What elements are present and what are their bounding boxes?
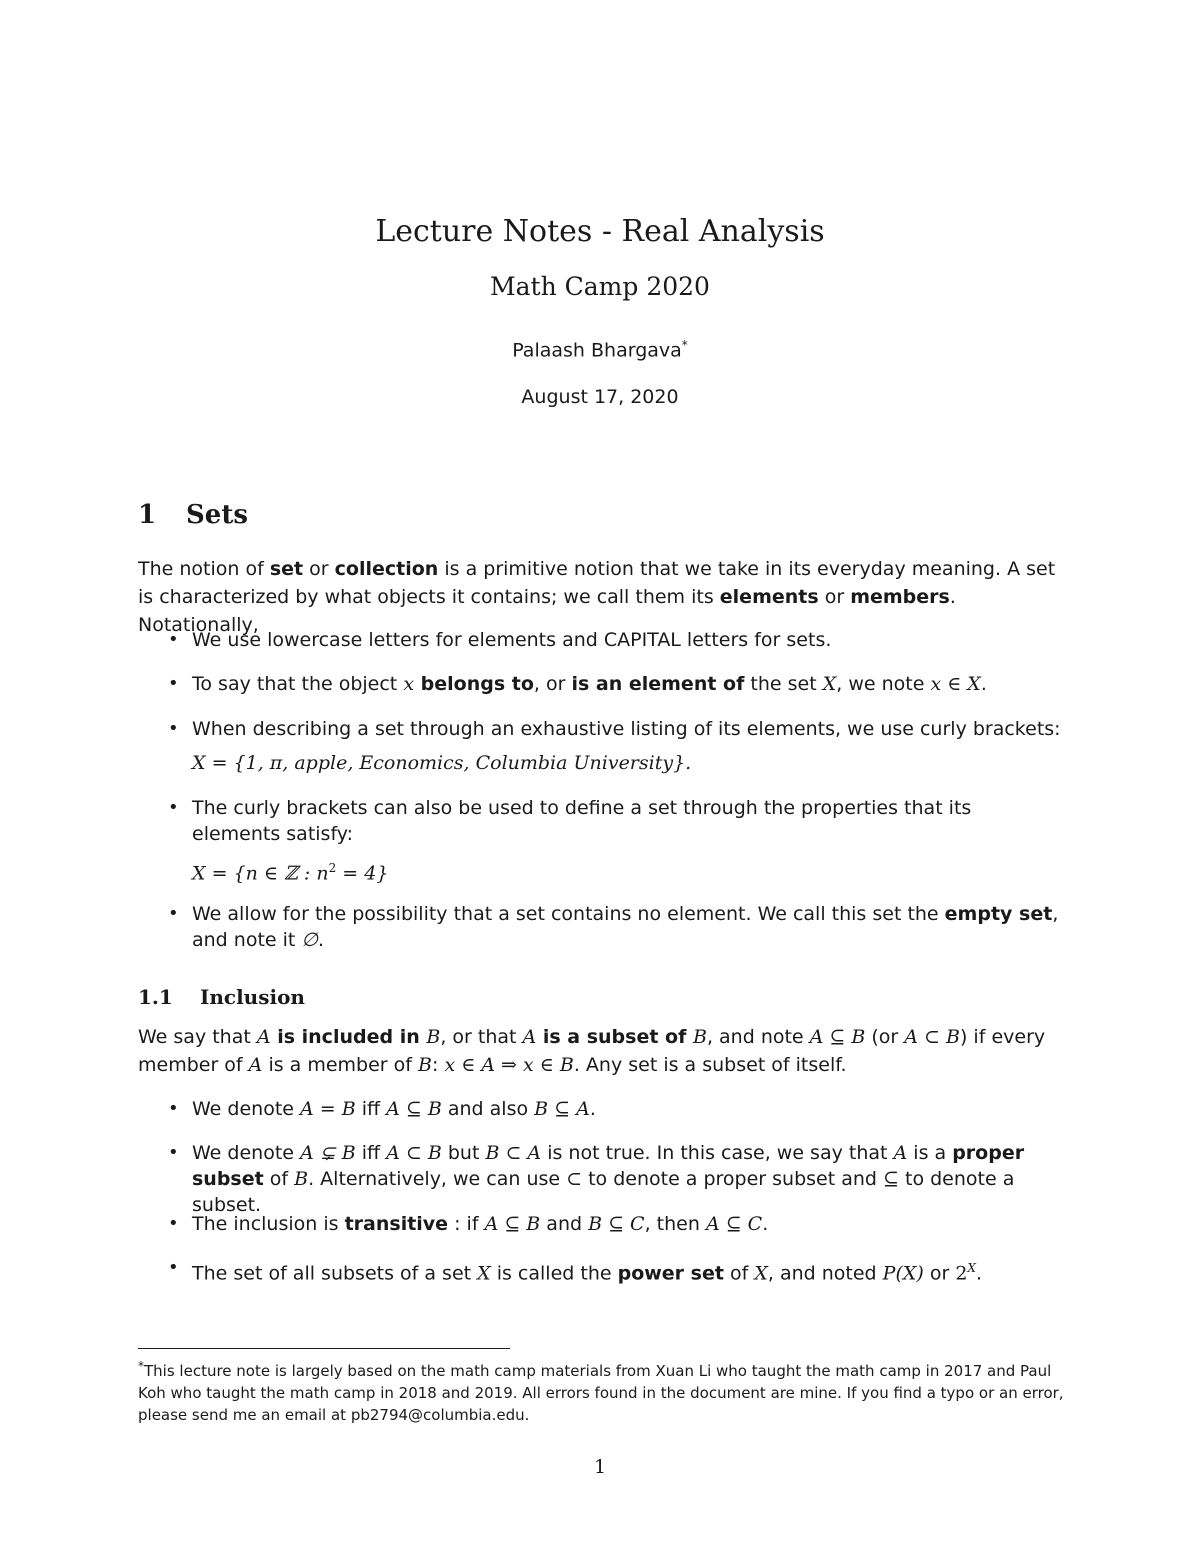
list-item — [168, 795, 1064, 886]
footnote-mark: * — [138, 1359, 144, 1373]
author-name: Palaash Bhargava — [512, 339, 682, 362]
term: elements — [719, 586, 819, 608]
math: A ⊂ B — [386, 1142, 442, 1164]
math: A — [522, 1026, 537, 1048]
text: , and note — [706, 1026, 810, 1048]
formula — [192, 855, 1064, 886]
math: A — [248, 1054, 263, 1076]
footnote-rule — [138, 1348, 510, 1349]
formula: X = {1, π, apple, Economics, Columbia University}. — [192, 752, 692, 774]
math: B — [692, 1026, 707, 1048]
text: : — [431, 1054, 445, 1076]
text: . — [589, 1098, 596, 1120]
text: , we note — [836, 673, 931, 695]
text: . — [317, 929, 325, 951]
math: A = B — [300, 1098, 356, 1120]
text: We denote — [192, 1142, 300, 1164]
footnote-text: This lecture note is largely based on the math camp materials from Xuan Li who taught the math camp in 2017 and Paul Koh who taught the math camp in 2018 and 2019. All errors found in the document are mine. If you find a typo or an error, please send me an email at pb2794@columbia.edu. — [138, 1362, 1064, 1424]
math: X — [822, 673, 837, 695]
text: to denote a subset. — [192, 1168, 1015, 1216]
author — [0, 338, 1200, 361]
text: . — [980, 673, 987, 695]
term: proper subset — [192, 1142, 1025, 1190]
term: power set — [617, 1262, 724, 1285]
subsection-title: Inclusion — [200, 985, 305, 1009]
math: X — [967, 1261, 976, 1275]
text: is called the — [490, 1262, 618, 1285]
math: B ⊆ A — [534, 1098, 590, 1120]
text: . — [762, 1213, 769, 1235]
date: August 17, 2020 — [521, 386, 679, 408]
list-item — [168, 671, 987, 697]
math: A ⊊ B — [300, 1142, 356, 1164]
text: and — [540, 1213, 589, 1235]
term: belongs to — [414, 673, 534, 695]
math: X = {n ∈ ℤ : n — [192, 862, 329, 885]
footnote — [138, 1355, 1066, 1426]
term: transitive — [344, 1213, 449, 1235]
math: = 4} — [336, 862, 389, 885]
document-title: Lecture Notes - Real Analysis — [375, 214, 825, 249]
math: A ⊆ C — [705, 1213, 763, 1235]
math: B — [294, 1168, 309, 1190]
text: is a — [907, 1142, 953, 1164]
list-item — [168, 716, 1061, 776]
document-subtitle: Math Camp 2020 — [490, 272, 710, 301]
math: ∅ — [301, 929, 318, 951]
text: is a member of — [262, 1054, 419, 1076]
text: is not true. In this case, we say that — [541, 1142, 894, 1164]
text: : if — [448, 1213, 485, 1235]
term: is a subset of — [536, 1026, 693, 1048]
list-item — [168, 1140, 1064, 1218]
math: ⊆ — [883, 1168, 899, 1190]
text: We allow for the possibility that a set contains no element. We call this set the — [192, 903, 945, 925]
text: We denote — [192, 1098, 300, 1120]
subsection-heading — [138, 985, 305, 1009]
math: A ⊆ B — [809, 1026, 866, 1048]
math: A — [256, 1026, 271, 1048]
math: A ⊂ B — [904, 1026, 960, 1048]
text: of — [263, 1168, 295, 1190]
author-footnote-mark: * — [681, 338, 688, 352]
term: is included in — [270, 1026, 427, 1048]
math: ⊂ — [566, 1168, 583, 1190]
term: members — [850, 586, 950, 608]
text: or — [818, 586, 851, 608]
math: x — [403, 673, 415, 695]
text: We use lowercase letters for elements and CAPITAL letters for sets. — [192, 629, 832, 651]
text: The notion of — [138, 558, 270, 580]
text: , and noted — [767, 1262, 883, 1285]
term: set — [269, 558, 304, 580]
text: the set — [744, 673, 823, 695]
text: The inclusion is — [192, 1213, 345, 1235]
text: but — [441, 1142, 486, 1164]
text: , or that — [440, 1026, 523, 1048]
text: . Alternatively, we can use — [308, 1168, 567, 1190]
term: collection — [334, 558, 439, 580]
math: 2 — [955, 1262, 968, 1285]
list-item — [168, 1255, 982, 1286]
inclusion-paragraph — [138, 1023, 1062, 1079]
section-heading — [138, 500, 248, 530]
math: A — [893, 1142, 908, 1164]
text: (or — [865, 1026, 905, 1048]
term: is an element of — [571, 673, 745, 695]
text: and also — [441, 1098, 535, 1120]
list-item — [168, 901, 1064, 953]
text: to denote a proper subset and — [582, 1168, 884, 1190]
math: B — [418, 1054, 432, 1076]
subsection-number: 1.1 — [138, 985, 173, 1009]
text: The set of all subsets of a set — [192, 1262, 478, 1285]
math: B ⊆ C — [588, 1213, 645, 1235]
math: 2 — [328, 861, 337, 875]
text: . — [975, 1262, 983, 1285]
math: A ⊆ B — [484, 1213, 541, 1235]
math: B ⊂ A — [485, 1142, 542, 1164]
text: To say that the object — [192, 673, 404, 695]
text: or — [303, 558, 335, 580]
text: , or — [533, 673, 572, 695]
text: We say that — [138, 1026, 257, 1048]
list-item — [168, 627, 831, 653]
text: . Any set is a subset of itself. — [573, 1054, 847, 1076]
text: When describing a set through an exhaustive listing of its elements, we use curly brackets: — [192, 718, 1061, 740]
text: is a primitive notion that we take in its everyday meaning. A set is characterized by what objects it contains; we call them its — [138, 558, 1056, 608]
section-number: 1 — [138, 500, 157, 530]
text: iff — [355, 1142, 387, 1164]
page-number: 1 — [593, 1456, 607, 1478]
term: empty set — [944, 903, 1053, 925]
text: of — [723, 1262, 755, 1285]
math: x ∈ A ⇒ x ∈ B — [444, 1054, 574, 1076]
math: X — [477, 1262, 491, 1285]
list-item — [168, 1096, 596, 1122]
text: , then — [644, 1213, 706, 1235]
text: . Notationally, — [138, 586, 956, 636]
math: B — [426, 1026, 441, 1048]
math: P(X) — [882, 1262, 924, 1285]
text: or — [923, 1262, 956, 1285]
text: , and note it — [192, 903, 1059, 951]
list-item — [168, 1211, 768, 1237]
math: X — [754, 1262, 768, 1285]
math: x ∈ X — [930, 673, 981, 695]
text: iff — [355, 1098, 387, 1120]
section-title: Sets — [186, 500, 248, 530]
text: The curly brackets can also be used to define a set through the properties that its elements satisfy: — [192, 797, 972, 845]
math: A ⊆ B — [386, 1098, 442, 1120]
text: ) if every member of — [138, 1026, 1046, 1076]
